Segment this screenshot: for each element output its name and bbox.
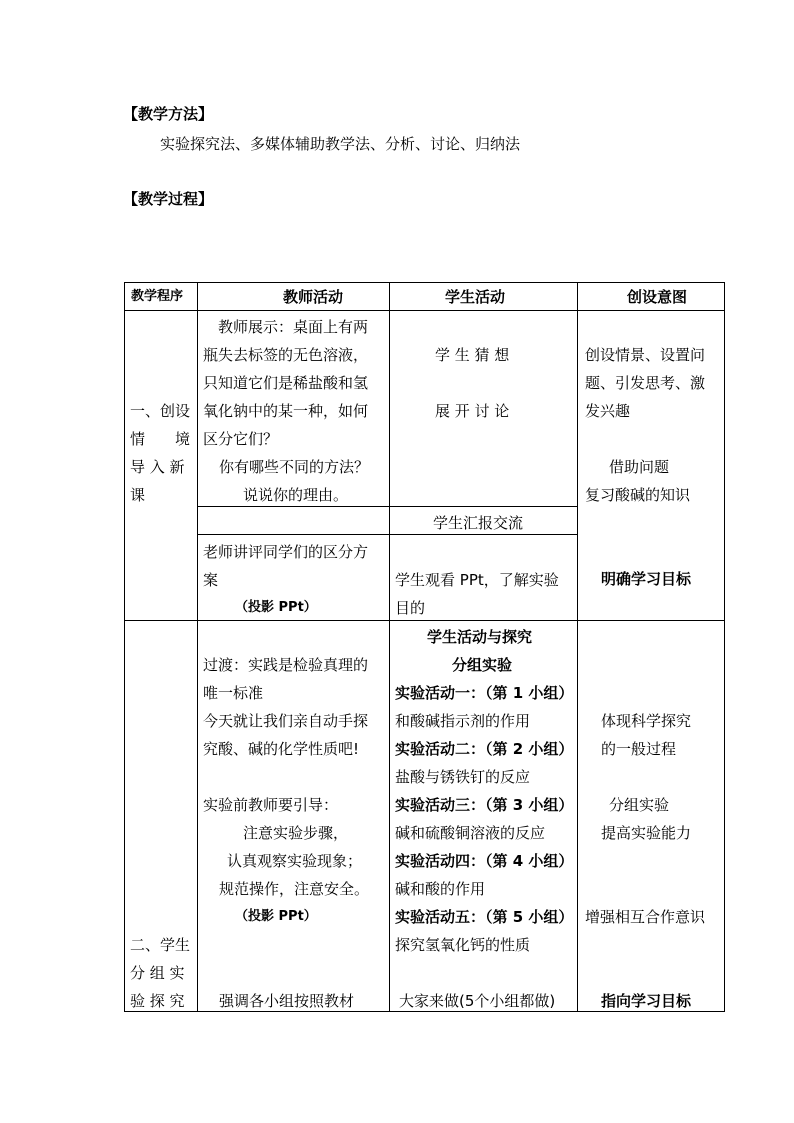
stage2-line: 分 组 实 [130,964,185,982]
header-intent: 创设意图 [627,288,688,306]
intent-line: 的一般过程 [601,740,677,758]
activity-label: 实验活动四：（第 4 小组） [395,852,574,870]
teacher1-line: 只知道它们是稀盐酸和氢 [203,374,369,392]
teacher1-line: 区分它们？ [203,430,279,448]
activity-label: 实验活动一：（第 1 小组） [395,684,574,702]
activity-desc: 碱和酸的作用 [395,880,486,898]
student-report: 学生汇报交流 [433,514,524,532]
activity-desc: 和酸碱指示剂的作用 [395,712,531,730]
teacher1-line: 教师展示：桌面上有两 [203,318,369,336]
student-activity-title: 学生活动与探究 [427,628,533,646]
activity-desc: 盐酸与锈铁钉的反应 [395,768,531,786]
teacher3-line: 究酸、碱的化学性质吧! [203,740,360,758]
student-activity-subtitle: 分组实验 [452,656,513,674]
teacher3-line: 唯一标准 [203,684,264,702]
intent-line: 体现科学探究 [601,712,692,730]
student1-line: 学 生 猜 想 [435,346,510,364]
intent1-line: 题、引发思考、激 [585,374,706,392]
teacher3-line: 过渡：实践是检验真理的 [203,656,369,674]
intent-line: 提高实验能力 [601,824,692,842]
intent2-line: 复习酸碱的知识 [585,486,691,504]
intent1-line: 创设情景、设置问 [585,346,706,364]
teaching-method-heading: 【教学方法】 [123,105,214,123]
activity-label: 实验活动二：（第 2 小组） [395,740,574,758]
intent-line: 分组实验 [609,796,670,814]
student3-line: 目的 [395,599,426,617]
teaching-process-heading: 【教学过程】 [123,190,214,208]
intent-line: 增强相互合作意识 [585,908,706,926]
student-end: 大家来做(5个小组都做) [399,992,556,1010]
header-stage: 教学程序 [131,289,184,304]
stage1-line: 课 [130,486,146,504]
teacher2-line: 案 [203,571,219,589]
activity-desc: 探究氢氧化钙的性质 [395,936,531,954]
header-teacher: 教师活动 [283,288,344,306]
stage1-line: 一、创设 [130,402,191,420]
teacher3-line: 规范操作，注意安全。 [219,880,370,898]
stage2-line: 二、学生 [130,936,191,954]
teacher1-line: 你有哪些不同的方法？ [219,458,370,476]
intent2-line: 借助问题 [609,458,670,476]
header-student: 学生活动 [445,288,506,306]
teacher1-line: 说说你的理由。 [243,486,349,504]
teacher3-line: （投影 PPt） [235,909,317,924]
teacher3-line: 认真观察实验现象； [227,852,363,870]
activity-label: 实验活动三：（第 3 小组） [395,796,574,814]
student1-line: 展 开 讨 论 [435,402,510,420]
activity-desc: 碱和硫酸铜溶液的反应 [395,824,546,842]
intent-line: 指向学习目标 [601,992,692,1010]
teacher3-line: 注意实验步骤， [243,824,349,842]
intent1-line: 发兴趣 [585,402,631,420]
teacher2-line: （投影 PPt） [235,600,317,615]
teacher1-line: 氧化钠中的某一种，如何 [203,402,369,420]
teacher3-line: 强调各小组按照教材 [219,992,355,1010]
teaching-methods-text: 实验探究法、多媒体辅助教学法、分析、讨论、归纳法 [160,135,521,153]
stage1-line: 导 入 新 [130,458,185,476]
activity-label: 实验活动五：（第 5 小组） [395,908,574,926]
teacher3-line: 实验前教师要引导： [203,796,339,814]
student3-line: 学生观看 PPt，了解实验 [395,571,559,589]
stage2-line: 验 探 究 [130,992,185,1010]
teacher3-line: 今天就让我们亲自动手探 [203,712,369,730]
stage1-line: 情 境 [130,430,191,448]
teacher1-line: 瓶失去标签的无色溶液， [203,346,369,364]
intent3: 明确学习目标 [601,570,692,588]
teacher2-line: 老师讲评同学们的区分方 [203,543,369,561]
